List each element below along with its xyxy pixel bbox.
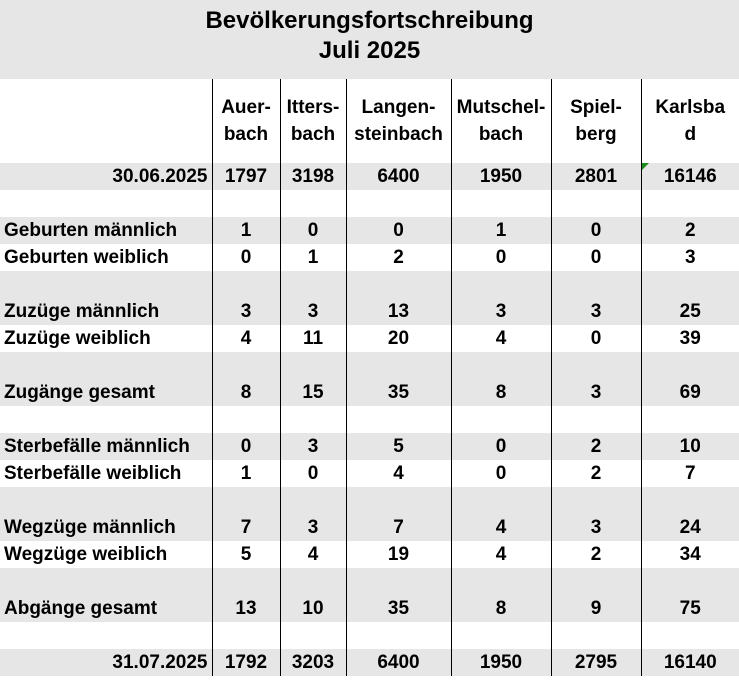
cell[interactable]: 1797 [212, 163, 280, 190]
cell[interactable]: 4 [346, 460, 451, 487]
cell[interactable]: 2 [551, 433, 641, 460]
cell[interactable]: 0 [212, 244, 280, 271]
table-row [0, 325, 739, 352]
cell[interactable]: 0 [551, 217, 641, 244]
cell[interactable]: 1792 [212, 649, 280, 676]
cell[interactable]: 6400 [346, 163, 451, 190]
cell[interactable]: 2795 [551, 649, 641, 676]
cell-with-comment-marker[interactable]: 16146 [641, 163, 739, 190]
cell[interactable]: 7 [212, 514, 280, 541]
cell[interactable]: 39 [679, 328, 701, 349]
row-label[interactable]: Sterbefälle weiblich [0, 460, 212, 487]
row-label[interactable]: Zugänge gesamt [0, 379, 212, 406]
cell[interactable]: 13 [212, 595, 280, 622]
spacer-row [0, 271, 739, 298]
table-row [0, 433, 739, 460]
cell[interactable]: 3 [280, 298, 346, 325]
cell[interactable]: 7 [346, 514, 451, 541]
header-mutschelbach[interactable]: Mutschel- bach [451, 79, 551, 163]
row-label[interactable]: Zuzüge männlich [0, 298, 212, 325]
cell[interactable]: 3198 [280, 163, 346, 190]
cell[interactable]: 35 [346, 595, 451, 622]
cell[interactable]: 5 [212, 541, 280, 568]
cell[interactable]: 1 [451, 217, 551, 244]
comment-marker-icon [642, 163, 649, 170]
cell[interactable]: 4 [212, 325, 280, 352]
cell[interactable]: 7 [684, 463, 696, 484]
cell[interactable]: 3203 [280, 649, 346, 676]
cell[interactable]: 6400 [346, 649, 451, 676]
spacer-row [0, 190, 739, 217]
cell[interactable]: 1950 [451, 163, 551, 190]
cell[interactable]: 75 [641, 595, 739, 622]
cell[interactable]: 13 [346, 298, 451, 325]
table-row [0, 541, 739, 568]
cell[interactable]: 3 [684, 247, 696, 268]
cell[interactable]: 4 [451, 514, 551, 541]
cell[interactable]: 34 [679, 544, 701, 565]
table-row [0, 649, 739, 676]
cell[interactable]: 4 [451, 325, 551, 352]
title-line-2: Juli 2025 [318, 37, 421, 64]
header-empty-cell [0, 79, 212, 163]
cell[interactable]: 2 [551, 460, 641, 487]
row-label[interactable]: Wegzüge weiblich [0, 541, 212, 568]
cell[interactable]: 0 [346, 217, 451, 244]
cell[interactable]: 2 [551, 541, 641, 568]
cell[interactable]: 0 [551, 244, 641, 271]
cell[interactable]: 9 [551, 595, 641, 622]
cell[interactable]: 10 [280, 595, 346, 622]
cell[interactable]: 2 [641, 217, 739, 244]
cell[interactable]: 11 [280, 325, 346, 352]
cell[interactable]: 0 [280, 217, 346, 244]
row-label[interactable]: Abgänge gesamt [0, 595, 212, 622]
cell[interactable]: 5 [346, 433, 451, 460]
cell[interactable]: 15 [280, 379, 346, 406]
spacer-row [0, 487, 739, 514]
cell[interactable]: 10 [641, 433, 739, 460]
cell[interactable]: 20 [346, 325, 451, 352]
header-spielberg[interactable]: Spiel- berg [551, 79, 641, 163]
cell[interactable]: 35 [346, 379, 451, 406]
cell[interactable]: 4 [280, 541, 346, 568]
cell[interactable]: 3 [212, 298, 280, 325]
cell[interactable]: 8 [451, 595, 551, 622]
cell[interactable]: 3 [551, 298, 641, 325]
table-row [0, 163, 739, 190]
header-karlsbad[interactable]: Karlsba d [655, 97, 726, 145]
table-row [0, 379, 739, 406]
table-row [0, 244, 739, 271]
cell[interactable]: 69 [641, 379, 739, 406]
cell[interactable]: 19 [346, 541, 451, 568]
cell[interactable]: 0 [451, 460, 551, 487]
cell[interactable]: 1950 [451, 649, 551, 676]
cell[interactable]: 1 [212, 460, 280, 487]
cell[interactable]: 2801 [551, 163, 641, 190]
row-label[interactable]: Geburten männlich [0, 217, 212, 244]
cell[interactable]: 3 [551, 514, 641, 541]
table-row [0, 217, 739, 244]
table-row [0, 514, 739, 541]
spacer-row [0, 352, 739, 379]
table-row [0, 298, 739, 325]
population-table [0, 79, 739, 676]
cell[interactable]: 3 [280, 433, 346, 460]
cell[interactable]: 1 [280, 244, 346, 271]
cell[interactable]: 3 [280, 514, 346, 541]
cell[interactable]: 0 [280, 460, 346, 487]
row-label[interactable]: 30.06.2025 [0, 163, 212, 190]
table-row [0, 595, 739, 622]
cell[interactable]: 0 [451, 244, 551, 271]
row-label[interactable]: Geburten weiblich [0, 244, 212, 271]
spacer-row [0, 406, 739, 433]
sheet-title [0, 0, 739, 79]
header-auerbach[interactable]: Auer- bach [212, 79, 280, 163]
header-row [0, 79, 739, 163]
cell[interactable]: 4 [451, 541, 551, 568]
cell[interactable]: 3 [551, 379, 641, 406]
cell[interactable]: 1 [212, 217, 280, 244]
header-langensteinbach[interactable]: Langen- steinbach [346, 79, 451, 163]
table-row [0, 460, 739, 487]
title-line-1: Bevölkerungsfortschreibung [205, 7, 534, 34]
cell[interactable]: 16140 [641, 649, 739, 676]
row-label[interactable]: Zuzüge weiblich [0, 325, 212, 352]
cell[interactable]: 0 [212, 433, 280, 460]
row-label[interactable]: Wegzüge männlich [0, 514, 212, 541]
cell[interactable]: 25 [641, 298, 739, 325]
spacer-row [0, 622, 739, 649]
cell[interactable]: 8 [451, 379, 551, 406]
cell[interactable]: 0 [451, 433, 551, 460]
cell[interactable]: 24 [641, 514, 739, 541]
row-label[interactable]: 31.07.2025 [0, 649, 212, 676]
spacer-row [0, 568, 739, 595]
row-label[interactable]: Sterbefälle männlich [0, 433, 212, 460]
cell[interactable]: 8 [212, 379, 280, 406]
header-ittersbach[interactable]: Itters- bach [280, 79, 346, 163]
cell[interactable]: 3 [451, 298, 551, 325]
cell[interactable]: 0 [551, 325, 641, 352]
cell[interactable]: 2 [346, 244, 451, 271]
